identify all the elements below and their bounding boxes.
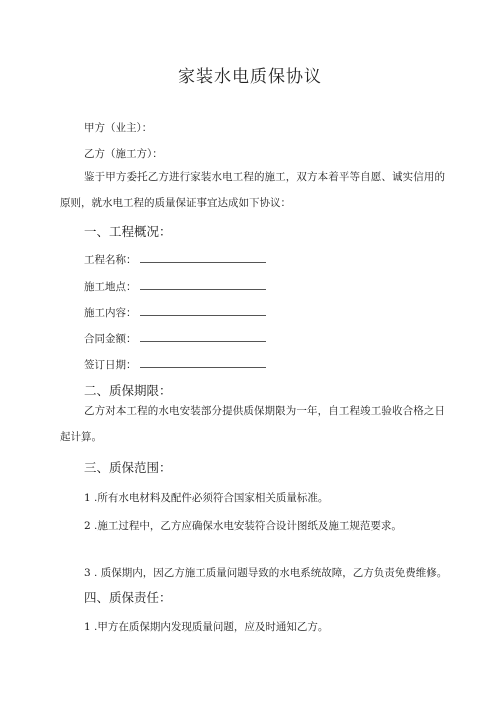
field-construction-content	[84, 305, 266, 320]
field-label: 施工地点：	[84, 281, 137, 293]
field-label: 施工内容：	[84, 307, 137, 319]
section2-heading: 二、质保期限：	[84, 383, 172, 398]
section1-heading: 一、工程概况：	[84, 224, 172, 239]
fill-in-blank	[140, 252, 266, 263]
section2-paragraph: 乙方对本工程的水电安装部分提供质保期限为一年，自工程竣工验收合格之日起计算。	[60, 405, 445, 443]
fill-in-blank	[140, 331, 266, 342]
field-label: 签订日期：	[84, 359, 137, 371]
field-label: 合同金额：	[84, 333, 137, 345]
fill-in-blank	[140, 279, 266, 290]
party-a-line: 甲方（业主）：	[84, 122, 153, 134]
intro-paragraph: 鉴于甲方委托乙方进行家装水电工程的施工，双方本着平等自愿、诚实信用的原则，就水电工程的质量保证事宜达成如下协议：	[60, 171, 445, 209]
fill-in-blank	[140, 305, 266, 316]
document-title: 家装水电质保协议	[178, 67, 322, 87]
section3-item-1: 1 .所有水电材料及配件必须符合国家相关质量标准。	[84, 492, 329, 504]
section4-heading: 四、质保责任：	[84, 590, 172, 605]
party-b-line: 乙方（施工方）：	[84, 148, 163, 160]
section4-item-1: 1 .甲方在质保期内发现质量问题，应及时通知乙方。	[84, 621, 329, 633]
field-construction-site	[84, 279, 266, 294]
section3-item-2: 2 .施工过程中，乙方应确保水电安装符合设计图纸及施工规范要求。	[84, 520, 402, 532]
field-project-name	[84, 252, 266, 267]
field-contract-amount	[84, 331, 266, 346]
section3-heading: 三、质保范围：	[84, 460, 172, 475]
field-label: 工程名称：	[84, 254, 137, 266]
fill-in-blank	[140, 357, 266, 368]
section3-item-3: 3 . 质保期内，因乙方施工质量问题导致的水电系统故障，乙方负责免费维修。	[84, 567, 448, 579]
field-signing-date	[84, 357, 266, 372]
